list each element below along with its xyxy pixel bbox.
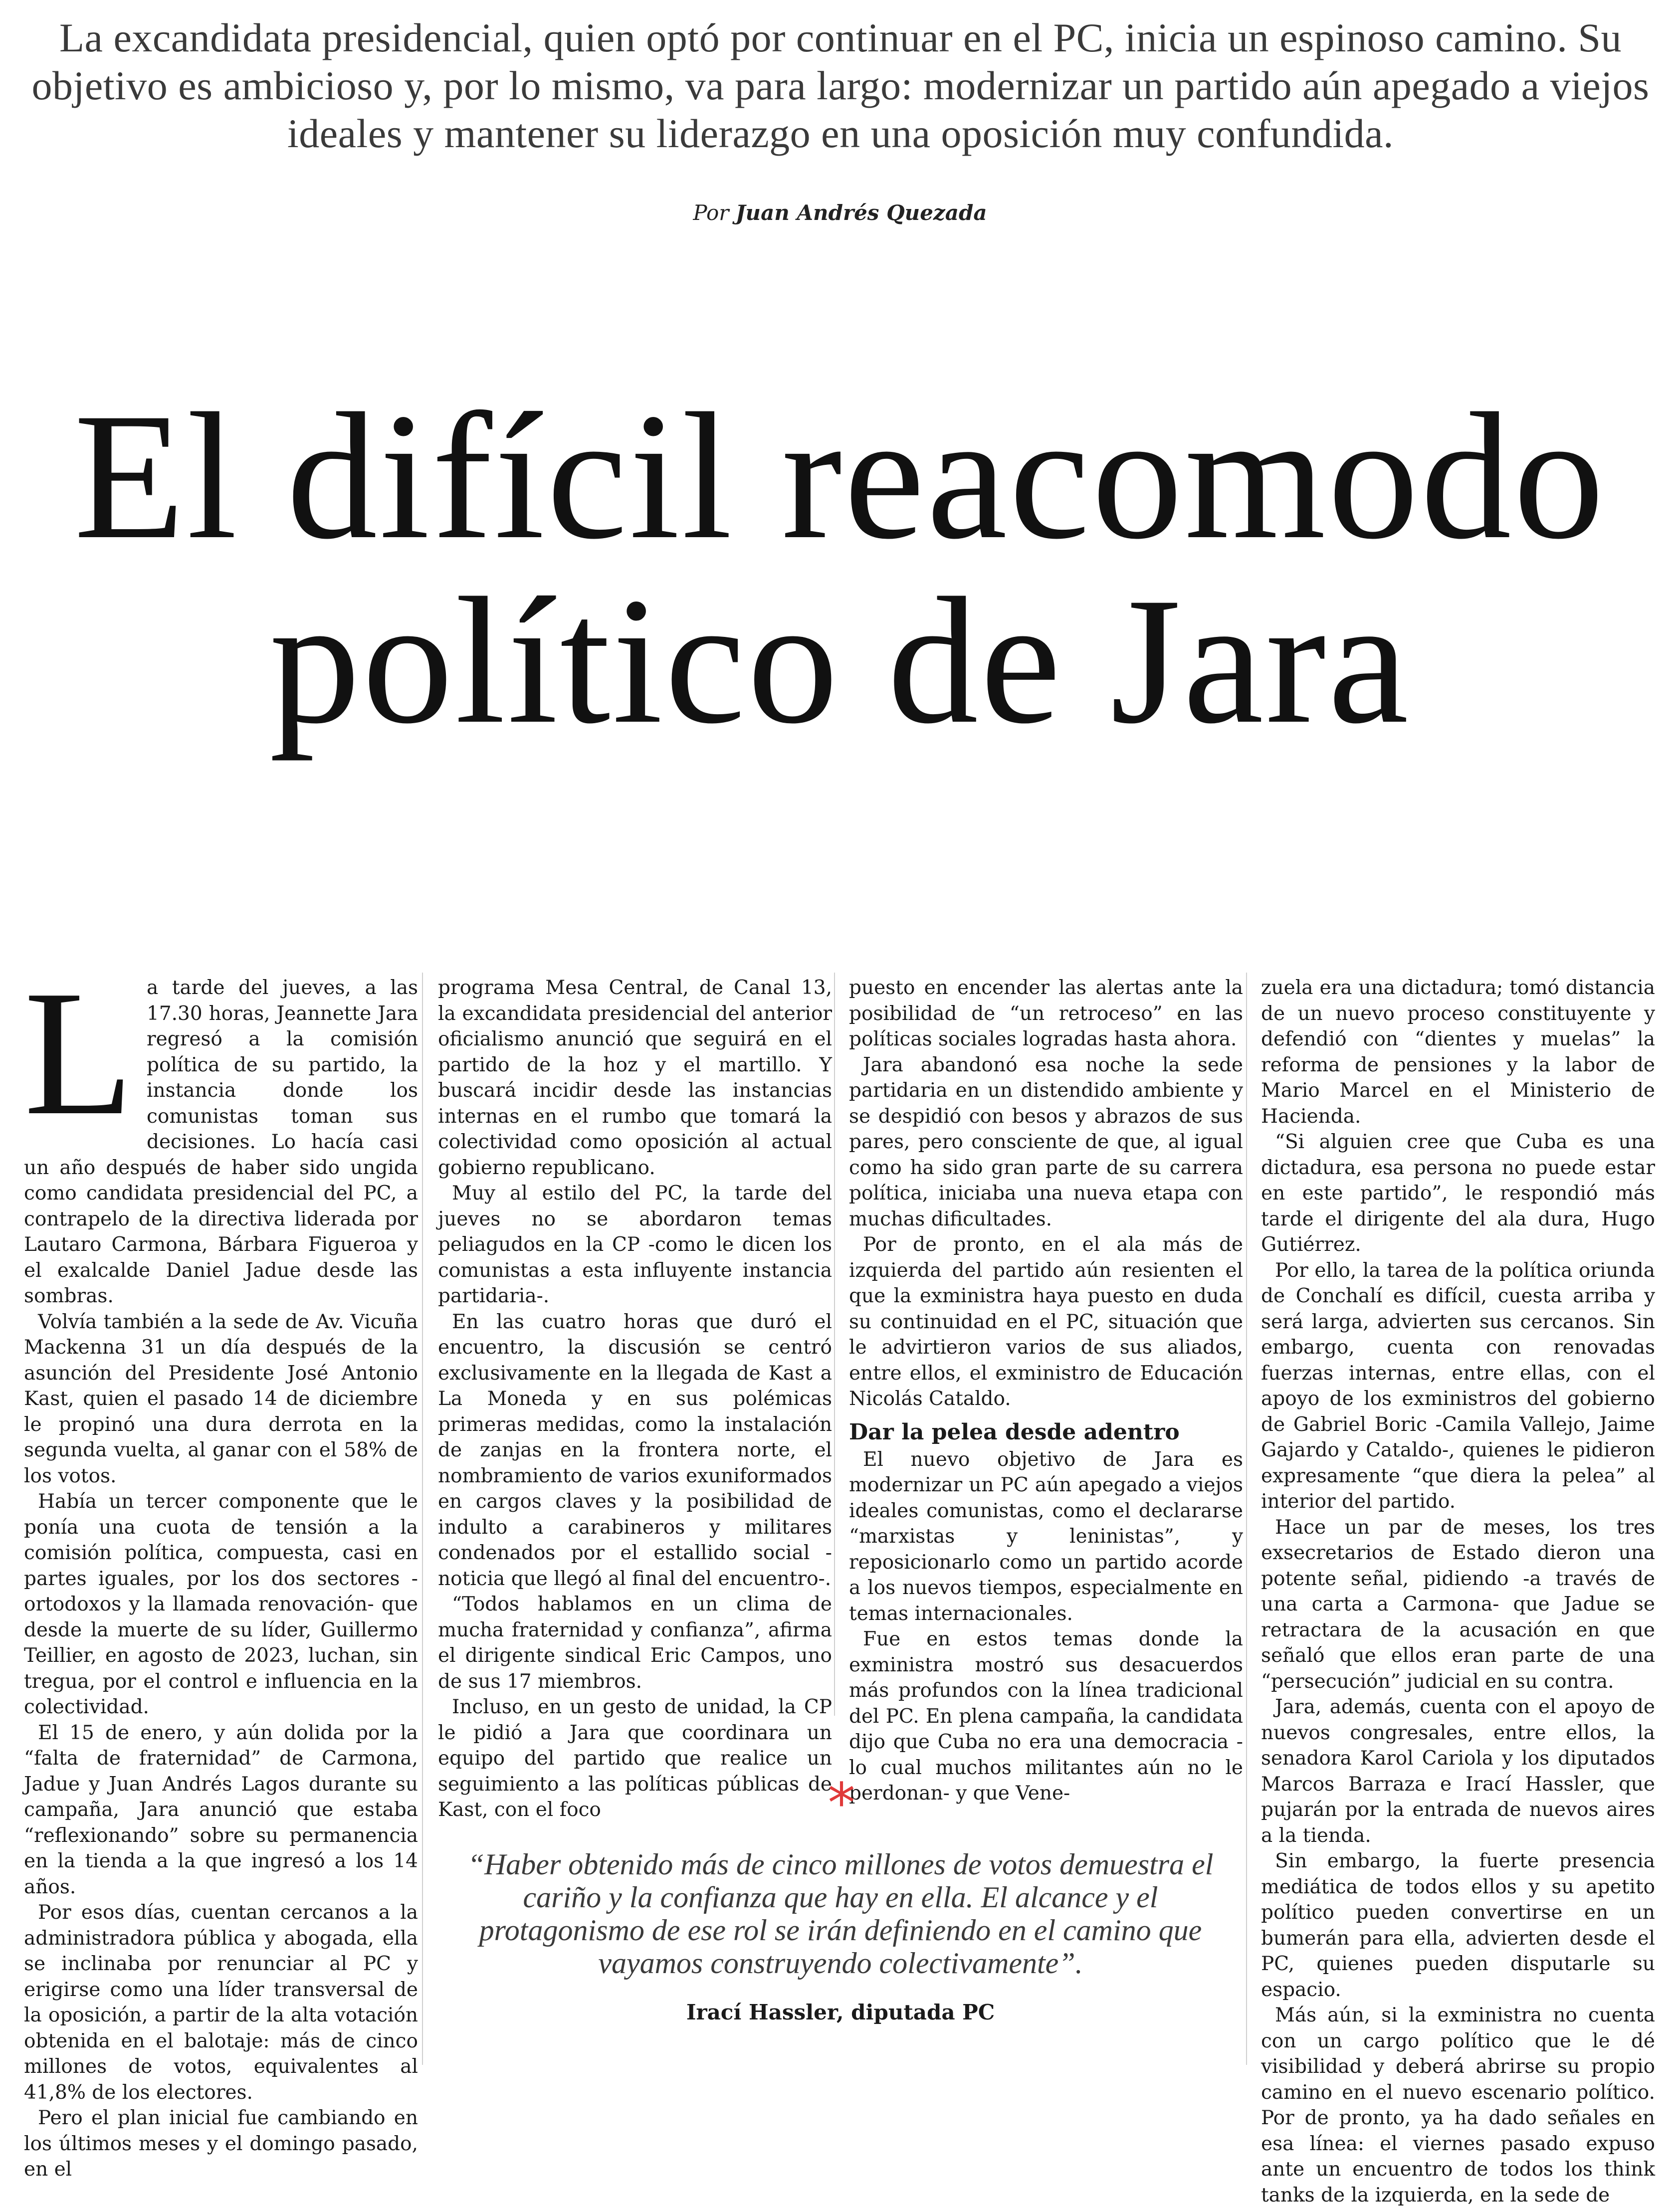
column-divider — [834, 973, 835, 1716]
paragraph: Jara abandonó esa noche la sede partidaria en un distendido ambiente y se despidió con besos y abrazos de sus pares, pero consciente de que, al igual como ha sido gran parte de su carrera política, iniciaba una nueva etapa con muchas dificultades. — [849, 1053, 1243, 1230]
paragraph: “Si alguien cree que Cuba es una dictadura, esa persona no puede estar en este partido”, le respondió más tarde el dirigente del ala dura, Hugo Gutiérrez. — [1261, 1131, 1655, 1256]
article-headline — [0, 376, 1680, 761]
paragraph: Por de pronto, en el ala más de izquierda del partido aún resienten el que la exministra haya puesto en duda su continuidad en el PC, situación que le advirtieron varios de sus aliados, entre ellos, el exministro de Educación Nicolás Cataldo. — [849, 1233, 1243, 1410]
headline-line-1: El difícil reacomodo — [74, 376, 1606, 577]
byline — [0, 201, 1680, 225]
column-divider — [1246, 973, 1247, 2065]
article-column-1 — [24, 953, 418, 2181]
paragraph: Pero el plan inicial fue cambiando en los últimos meses y el domingo pasado, en el — [24, 2107, 418, 2181]
headline-line-2: político de Jara — [269, 560, 1411, 761]
paragraph: “Todos hablamos en un clima de mucha fraternidad y confianza”, afirma el dirigente sindical Eric Campos, uno de sus 17 miembros. — [438, 1593, 832, 1693]
byline-prefix: Por — [693, 201, 729, 225]
asterisk-icon: * — [828, 1771, 855, 1835]
paragraph: Jara, además, cuenta con el apoyo de nuevos congresales, entre ellos, la senadora Karol Cariola y los diputados Marcos Barraza e Irací Hassler, que pujarán por la entrada de nuevos aires a la tienda. — [1261, 1696, 1655, 1847]
paragraph: zuela era una dictadura; tomó distancia de un nuevo proceso constituyente y defendió con “dientes y muelas” la reforma de pensiones y la labor de Mario Marcel en el Ministerio de Hacienda. — [1261, 977, 1655, 1128]
article-column-4 — [1261, 975, 1655, 2207]
paragraph: Volvía también a la sede de Av. Vicuña Mackenna 31 un día después de la asunción del Presidente José Antonio Kast, quien el pasado 14 de diciembre le propinó una dura derrota en la segunda vuelta, al ganar con el 58% de los votos. — [24, 1310, 418, 1487]
paragraph: programa Mesa Central, de Canal 13, la excandidata presidencial del anterior oficialismo anunció que seguirá en el partido de la hoz y el martillo. Y buscará incidir desde las instancias internas en el rumbo que tomará la colectividad como oposición al actual gobierno republicano. — [438, 977, 832, 1179]
paragraph: Sin embargo, la fuerte presencia mediática de todos ellos y su apetito político pueden convertirse en un bumerán para ella, advierten desde el PC, quienes pueden disputarle su espacio. — [1261, 1850, 1655, 2001]
section-subhead: Dar la pelea desde adentro — [849, 1419, 1180, 1445]
paragraph: El 15 de enero, y aún dolida por la “falta de fraternidad” de Carmona, Jadue y Juan Andrés Lagos durante su campaña, Jara anunció que estaba “reflexionando” sobre su permanencia en la tienda a la que ingresó a los 14 años. — [24, 1721, 418, 1898]
pull-quote-author: Irací Hassler, diputada PC — [686, 2000, 995, 2024]
pull-quote: “Haber obtenido más de cinco millones de votos demuestra el cariño y la confianza que hay en ella. El alcance y el protagonismo de ese rol se irán definiendo en el camino que vayamos construyendo colectivamente”. — [467, 1848, 1214, 1980]
paragraph: puesto en encender las alertas ante la posibilidad de “un retroceso” en las políticas sociales logradas hasta ahora. — [849, 977, 1243, 1050]
paragraph: Más aún, si la exministra no cuenta con un cargo político que le dé visibilidad y deberá abrirse su propio camino en el nuevo escenario político. Por de pronto, ya ha dado señales en esa línea: el viernes pasado expuso ante un encuentro de todos los think tanks de la izquierda, en la sede de — [1261, 2004, 1655, 2207]
paragraph: La tarde del jueves, a las 17.30 horas, Jeannette Jara regresó a la comisión política de su partido, la instancia donde los comunistas toman sus decisiones. Lo hacía casi un año después de haber sido ungida como candidata presidencial del PC, a contrapelo de la directiva liderada por Lautaro Carmona, Bárbara Figueroa y el exalcalde Daniel Jadue desde las sombras. — [24, 953, 418, 1307]
paragraph: El nuevo objetivo de Jara es modernizar un PC aún apegado a viejos ideales comunistas, como el declararse “marxistas y leninistas”, y reposicionarlo como un partido acorde a los nuevos tiempos, especialmente en temas internacionales. — [849, 1448, 1243, 1625]
paragraph: Había un tercer componente que le ponía una cuota de tensión a la comisión política, compuesta, casi en partes iguales, por los dos sectores -ortodoxos y la llamada renovación- que desde la muerte de su líder, Guillermo Teillier, en agosto de 2023, luchan, sin tregua, por el control e influencia en la colectividad. — [24, 1490, 418, 1718]
paragraph: Por esos días, cuentan cercanos a la administradora pública y abogada, ella se inclinaba por renunciar al PC y erigirse como una líder transversal de la oposición, a partir de la alta votación obtenida en el balotaje: más de cinco millones de votos, equivalentes al 41,8% de los electores. — [24, 1901, 418, 2104]
paragraph: En las cuatro horas que duró el encuentro, la discusión se centró exclusivamente en la llegada de Kast a La Moneda y en sus polémicas primeras medidas, como la instalación de zanjas en la frontera norte, el nombramiento de varios exuniformados en cargos claves y la posibilidad de indulto a carabineros y militares condenados por el estallido social -noticia que llegó al final del encuentro-. — [438, 1310, 832, 1590]
column-divider — [422, 973, 423, 2065]
byline-author: Juan Andrés Quezada — [735, 201, 987, 225]
drop-cap: L — [24, 953, 134, 1152]
lede-summary: La excandidata presidencial, quien optó por continuar en el PC, inicia un espinoso camino. Su objetivo es ambicioso y, por lo mismo, va para largo: modernizar un partido aún apegado a viejos ideales y mantener su liderazgo en una oposición muy confundida. — [31, 15, 1650, 156]
paragraph: Incluso, en un gesto de unidad, la CP le pidió a Jara que coordinara un equipo del partido que realice un seguimiento a las políticas públicas de Kast, con el foco — [438, 1696, 832, 1821]
article-column-3 — [849, 975, 1243, 1807]
paragraph: Por ello, la tarea de la política oriunda de Conchalí es difícil, cuesta arriba y será larga, advierten sus cercanos. Sin embargo, cuenta con renovadas fuerzas internas, entre ellas, con el apoyo de los exministros del gobierno de Gabriel Boric -Camila Vallejo, Jaime Gajardo y Cataldo-, quienes le pidieron expresamente “que diera la pelea” al interior del partido. — [1261, 1259, 1655, 1513]
article-column-2 — [438, 975, 832, 1823]
paragraph: Muy al estilo del PC, la tarde del jueves no se abordaron temas peliagudos en la CP -como le dicen los comunistas a esta influyente instancia partidaria-. — [438, 1182, 832, 1307]
paragraph: Hace un par de meses, los tres exsecretarios de Estado dieron una potente señal, pidiendo -a través de una carta a Carmona- que Jadue se retractara de la acusación en que señaló que ellos eran parte de una “persecución” judicial en su contra. — [1261, 1516, 1655, 1693]
paragraph: Fue en estos temas donde la exministra mostró sus desacuerdos más profundos con la línea tradicional del PC. En plena campaña, la candidata dijo que Cuba no era una democracia -lo cual muchos militantes aún no le perdonan- y que Vene- — [849, 1628, 1243, 1805]
